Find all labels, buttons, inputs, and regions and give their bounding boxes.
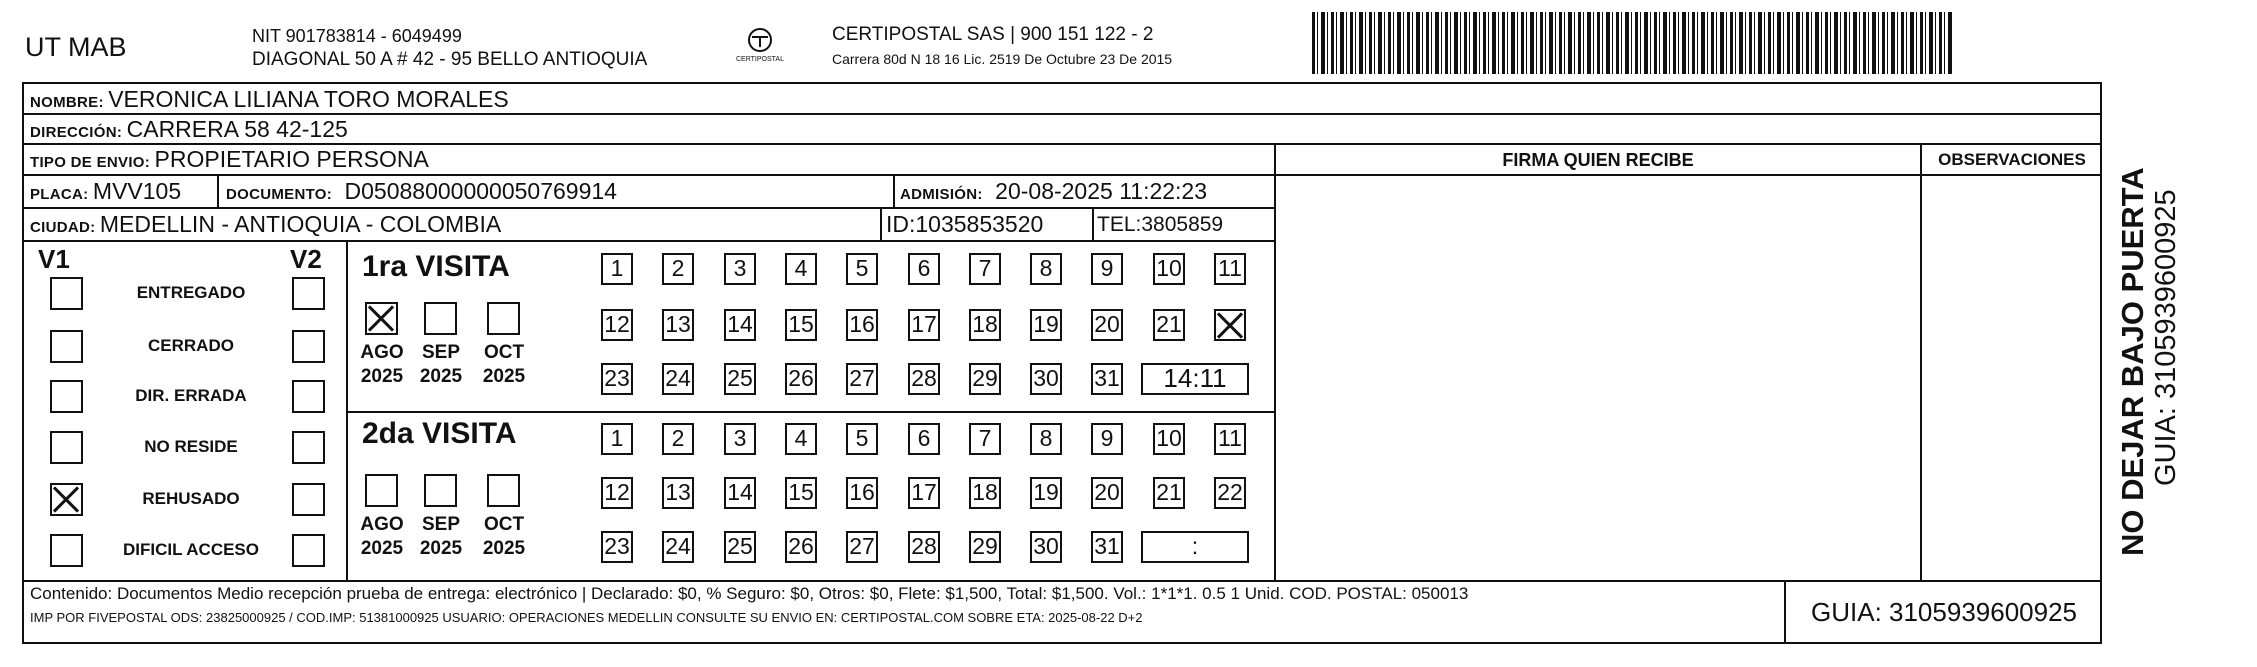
day-box[interactable]: 24 xyxy=(662,363,694,395)
v1-label: V1 xyxy=(38,244,70,274)
footer-contenido: Contenido: Documentos Medio recepción prueba de entrega: electrónico | Declarado: $0, % Seguro: $0, Otros: $0, Flete: $1,500, Total: $1,500. Vol.: 1*1*1. 0.5 1 Unid. COD. POSTAL: 050013 xyxy=(30,584,1469,603)
barcode xyxy=(1312,12,1952,74)
firma-label: FIRMA QUIEN RECIBE xyxy=(1502,150,1694,170)
tipo-label: TIPO DE ENVIO: xyxy=(30,154,151,171)
v2-checkbox[interactable] xyxy=(292,534,325,567)
direccion-value: CARRERA 58 42-125 xyxy=(126,116,348,142)
month-checkbox[interactable] xyxy=(487,474,520,507)
carrier-logo xyxy=(730,26,790,68)
month-year: 2025 xyxy=(482,538,526,559)
logo-text: CERTIPOSTAL xyxy=(736,56,784,63)
carrier-license: Carrera 80d N 18 16 Lic. 2519 De Octubre 23 De 2015 xyxy=(832,51,1173,67)
admision-cell xyxy=(900,178,1207,205)
month-checkbox[interactable] xyxy=(424,474,457,507)
visit1-title: 1ra VISITA xyxy=(362,250,510,283)
direccion-row xyxy=(30,116,348,143)
v1-checkbox[interactable] xyxy=(50,534,83,567)
month-label: AGO xyxy=(360,342,404,363)
day-box[interactable]: 16 xyxy=(846,477,878,509)
day-box[interactable]: 4 xyxy=(785,253,817,285)
time-box[interactable]: : xyxy=(1141,531,1249,563)
day-box[interactable]: 12 xyxy=(601,309,633,341)
status-label: ENTREGADO xyxy=(136,283,246,302)
nombre-value: VERONICA LILIANA TORO MORALES xyxy=(108,86,509,112)
day-box[interactable]: 19 xyxy=(1030,477,1062,509)
day-box[interactable]: 21 xyxy=(1153,477,1185,509)
month-label: AGO xyxy=(360,514,404,535)
day-box[interactable]: 20 xyxy=(1091,309,1123,341)
nombre-label: NOMBRE: xyxy=(30,94,104,111)
day-box[interactable]: 11 xyxy=(1214,253,1246,285)
day-box[interactable]: 2 xyxy=(662,253,694,285)
day-box[interactable]: 1 xyxy=(601,253,633,285)
day-box[interactable]: 17 xyxy=(908,309,940,341)
day-box[interactable]: 13 xyxy=(662,477,694,509)
day-box[interactable]: 21 xyxy=(1153,309,1185,341)
status-label: REHUSADO xyxy=(142,489,240,508)
ciudad-label: CIUDAD: xyxy=(30,219,96,236)
status-label: DIFICIL ACCESO xyxy=(122,540,259,559)
month-checkbox[interactable] xyxy=(487,302,520,335)
documento-cell xyxy=(226,178,617,205)
direccion-label: DIRECCIÓN: xyxy=(30,124,123,141)
day-box[interactable]: 27 xyxy=(846,363,878,395)
day-box[interactable]: 15 xyxy=(785,309,817,341)
ciudad-value: MEDELLIN - ANTIOQUIA - COLOMBIA xyxy=(99,211,502,237)
day-box[interactable]: 7 xyxy=(969,423,1001,455)
documento-label: DOCUMENTO: xyxy=(226,186,333,203)
side-warning: NO DEJAR BAJO PUERTA xyxy=(2115,167,2150,556)
day-box[interactable]: 27 xyxy=(846,531,878,563)
placa-cell xyxy=(30,178,181,205)
company-address: DIAGONAL 50 A # 42 - 95 BELLO ANTIOQUIA xyxy=(252,49,648,70)
day-box[interactable]: 5 xyxy=(846,253,878,285)
time-box[interactable]: 14:11 xyxy=(1141,363,1249,395)
day-box[interactable]: 3 xyxy=(724,253,756,285)
day-box[interactable]: 31 xyxy=(1091,363,1123,395)
day-box[interactable]: 30 xyxy=(1030,531,1062,563)
day-box[interactable]: 10 xyxy=(1153,253,1185,285)
day-box[interactable]: 6 xyxy=(908,423,940,455)
day-box[interactable]: 23 xyxy=(601,531,633,563)
day-box[interactable]: 30 xyxy=(1030,363,1062,395)
day-box[interactable]: 14 xyxy=(724,309,756,341)
admision-value: 20-08-2025 11:22:23 xyxy=(995,178,1208,204)
day-box[interactable]: 23 xyxy=(601,363,633,395)
v1-checkbox[interactable] xyxy=(50,483,83,516)
day-box[interactable]: 13 xyxy=(662,309,694,341)
v1-checkbox[interactable] xyxy=(50,330,83,363)
v2-checkbox[interactable] xyxy=(292,330,325,363)
footer-guia: GUIA: 3105939600925 xyxy=(1811,597,2077,627)
footer-imp: IMP POR FIVEPOSTAL ODS: 23825000925 / COD.IMP: 51381000925 USUARIO: OPERACIONES MEDELLIN CONSULTE SU ENVIO EN: CERTIPOSTAL.COM SOBRE ETA: 2025-08-22 D+2 xyxy=(30,610,1143,625)
day-box[interactable]: 25 xyxy=(724,363,756,395)
day-box[interactable]: 15 xyxy=(785,477,817,509)
month-checkbox[interactable] xyxy=(365,302,398,335)
month-year: 2025 xyxy=(482,366,526,387)
v1-checkbox[interactable] xyxy=(50,431,83,464)
admision-label: ADMISIÓN: xyxy=(900,186,983,203)
observaciones-label: OBSERVACIONES xyxy=(1938,150,2086,169)
month-label: SEP xyxy=(421,342,461,363)
v2-label: V2 xyxy=(290,244,322,274)
day-box[interactable]: 18 xyxy=(969,477,1001,509)
company-nit: NIT 901783814 - 6049499 xyxy=(252,26,462,46)
month-label: SEP xyxy=(421,514,461,535)
day-box[interactable]: 10 xyxy=(1153,423,1185,455)
month-year: 2025 xyxy=(360,366,404,387)
day-box[interactable]: 18 xyxy=(969,309,1001,341)
status-label: DIR. ERRADA xyxy=(135,386,247,405)
day-box[interactable]: 29 xyxy=(969,531,1001,563)
company-name: UT MAB xyxy=(25,32,127,62)
day-box[interactable]: 14 xyxy=(724,477,756,509)
carrier-name: CERTIPOSTAL SAS | 900 151 122 - 2 xyxy=(832,24,1154,45)
day-box[interactable]: 25 xyxy=(724,531,756,563)
day-box[interactable]: 29 xyxy=(969,363,1001,395)
v2-checkbox[interactable] xyxy=(292,431,325,464)
side-guia: GUIA: 3105939600925 xyxy=(2150,189,2182,486)
tipo-row xyxy=(30,146,429,173)
day-box[interactable]: 12 xyxy=(601,477,633,509)
status-label: CERRADO xyxy=(148,336,234,355)
month-label: OCT xyxy=(483,514,525,535)
day-box[interactable]: 28 xyxy=(908,531,940,563)
day-box[interactable]: 4 xyxy=(785,423,817,455)
day-box[interactable]: 6 xyxy=(908,253,940,285)
day-box[interactable]: 2 xyxy=(662,423,694,455)
day-box[interactable]: 9 xyxy=(1091,423,1123,455)
v1-checkbox[interactable] xyxy=(50,380,83,413)
month-checkbox[interactable] xyxy=(365,474,398,507)
day-box[interactable]: 22 xyxy=(1214,477,1246,509)
day-box[interactable] xyxy=(1214,309,1246,341)
month-label: OCT xyxy=(483,342,525,363)
day-box[interactable]: 17 xyxy=(908,477,940,509)
day-box[interactable]: 8 xyxy=(1030,253,1062,285)
day-box[interactable]: 31 xyxy=(1091,531,1123,563)
day-box[interactable]: 7 xyxy=(969,253,1001,285)
v2-checkbox[interactable] xyxy=(292,483,325,516)
v2-checkbox[interactable] xyxy=(292,380,325,413)
id-value: ID:1035853520 xyxy=(886,211,1044,237)
v2-checkbox[interactable] xyxy=(292,277,325,310)
month-year: 2025 xyxy=(360,538,404,559)
day-box[interactable]: 8 xyxy=(1030,423,1062,455)
documento-value: D05088000000050769914 xyxy=(344,178,617,204)
placa-label: PLACA: xyxy=(30,186,89,203)
tipo-value: PROPIETARIO PERSONA xyxy=(154,146,429,172)
v1-checkbox[interactable] xyxy=(50,277,83,310)
day-box[interactable]: 9 xyxy=(1091,253,1123,285)
month-year: 2025 xyxy=(419,366,463,387)
day-box[interactable]: 16 xyxy=(846,309,878,341)
day-box[interactable]: 1 xyxy=(601,423,633,455)
ciudad-cell xyxy=(30,211,501,238)
month-checkbox[interactable] xyxy=(424,302,457,335)
month-year: 2025 xyxy=(419,538,463,559)
day-box[interactable]: 11 xyxy=(1214,423,1246,455)
day-box[interactable]: 19 xyxy=(1030,309,1062,341)
nombre-row xyxy=(30,86,509,113)
day-box[interactable]: 26 xyxy=(785,531,817,563)
tel-value: TEL:3805859 xyxy=(1097,213,1224,236)
placa-value: MVV105 xyxy=(92,178,182,204)
day-box[interactable]: 26 xyxy=(785,363,817,395)
day-box[interactable]: 28 xyxy=(908,363,940,395)
status-label: NO RESIDE xyxy=(144,437,238,456)
day-box[interactable]: 20 xyxy=(1091,477,1123,509)
visit2-title: 2da VISITA xyxy=(362,417,517,450)
day-box[interactable]: 3 xyxy=(724,423,756,455)
day-box[interactable]: 5 xyxy=(846,423,878,455)
day-box[interactable]: 24 xyxy=(662,531,694,563)
